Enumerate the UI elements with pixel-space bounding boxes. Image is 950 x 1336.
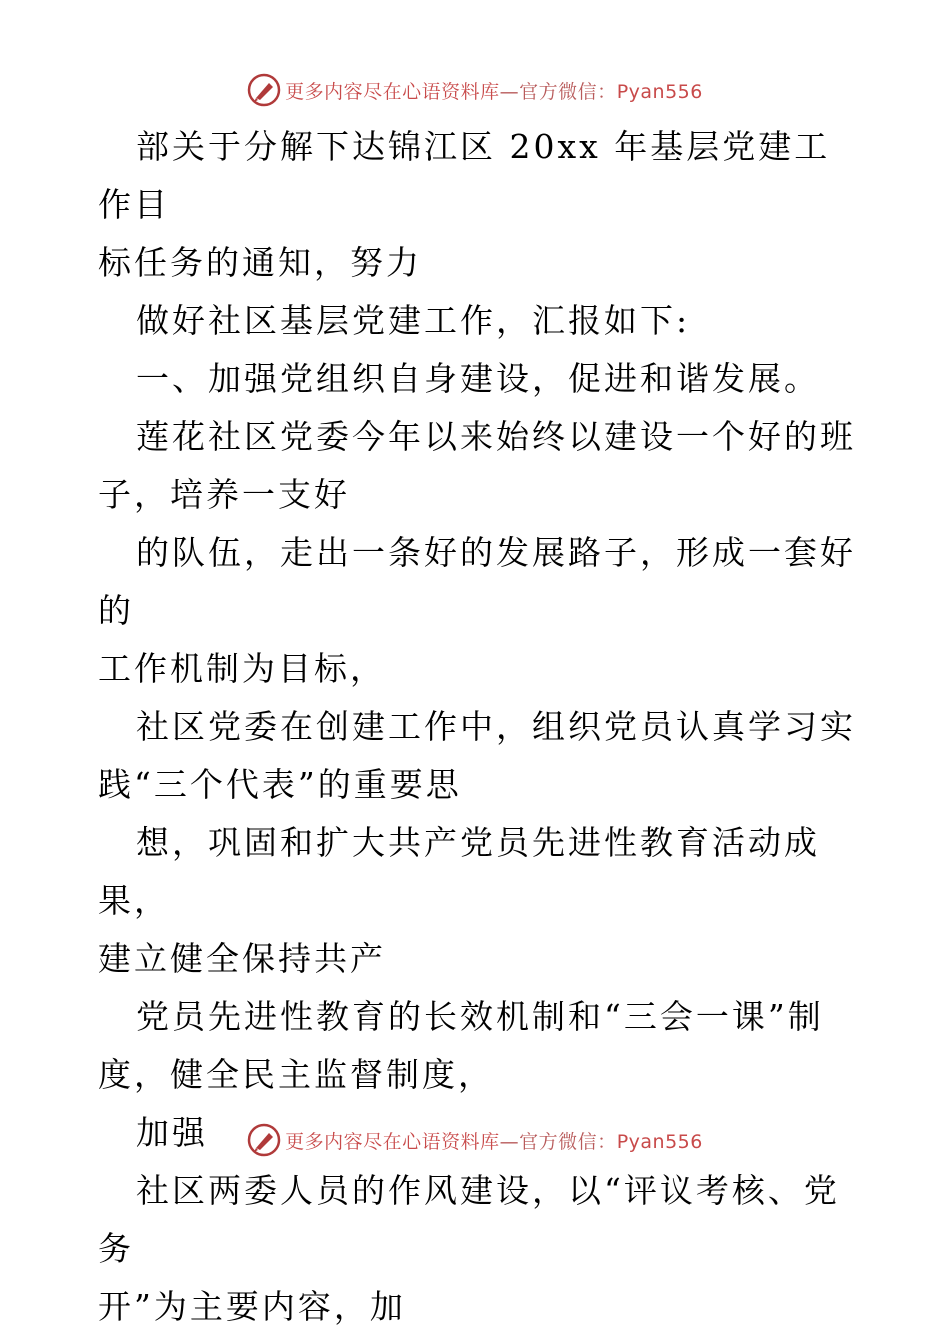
paragraph-first-line: 部关于分解下达锦江区 20xx 年基层党建工作目 (98, 127, 831, 224)
watermark-official-text: 官方微信： (519, 80, 617, 103)
header-watermark (0, 70, 950, 110)
paragraph-first-line: 党员先进性教育的长效机制和“三会一课”制 (136, 997, 824, 1036)
watermark-dash: — (499, 80, 520, 103)
paragraph (98, 814, 858, 988)
watermark-wechat-id: Pyan556 (616, 80, 703, 103)
paragraph (98, 292, 858, 350)
watermark-main-text: 更多内容尽在心语资料库 (285, 80, 500, 103)
watermark-wechat-id: Pyan556 (616, 1130, 703, 1153)
section-heading (98, 350, 858, 408)
paragraph-continuation: 开”为主要内容，加 (98, 1287, 406, 1326)
paragraph (98, 1162, 858, 1336)
watermark-dash: — (499, 1130, 520, 1153)
paragraph-first-line: 加强 (136, 1113, 208, 1152)
pen-nib-logo-icon (247, 1123, 281, 1157)
paragraph-continuation: 度，健全民主监督制度， (98, 1055, 494, 1094)
paragraph-first-line: 社区党委在创建工作中，组织党员认真学习实 (136, 707, 856, 746)
paragraph-first-line: 社区两委人员的作风建设，以“评议考核、党务 (98, 1171, 840, 1268)
paragraph-continuation: 建立健全保持共产 (98, 939, 386, 978)
paragraph-first-line: 一、加强党组织自身建设，促进和谐发展。 (136, 359, 820, 398)
paragraph-continuation: 标任务的通知，努力 (98, 243, 422, 282)
paragraph (98, 988, 858, 1104)
paragraph-continuation: 践“三个代表”的重要思 (98, 765, 462, 804)
paragraph-first-line: 莲花社区党委今年以来始终以建设一个好的班 (136, 417, 856, 456)
paragraph (98, 698, 858, 814)
paragraph-first-line: 做好社区基层党建工作，汇报如下: (136, 301, 691, 340)
paragraph (98, 118, 858, 292)
watermark-main-text: 更多内容尽在心语资料库 (285, 1130, 500, 1153)
pen-nib-logo-icon (247, 73, 281, 107)
paragraph-first-line: 的队伍，走出一条好的发展路子，形成一套好的 (98, 533, 856, 630)
watermark-official-text: 官方微信： (519, 1130, 617, 1153)
paragraph (98, 408, 858, 524)
paragraph-first-line: 想，巩固和扩大共产党员先进性教育活动成果， (98, 823, 820, 920)
paragraph-continuation: 工作机制为目标， (98, 649, 386, 688)
paragraph-continuation: 子，培养一支好 (98, 475, 350, 514)
paragraph (98, 524, 858, 698)
footer-watermark (0, 1120, 950, 1160)
